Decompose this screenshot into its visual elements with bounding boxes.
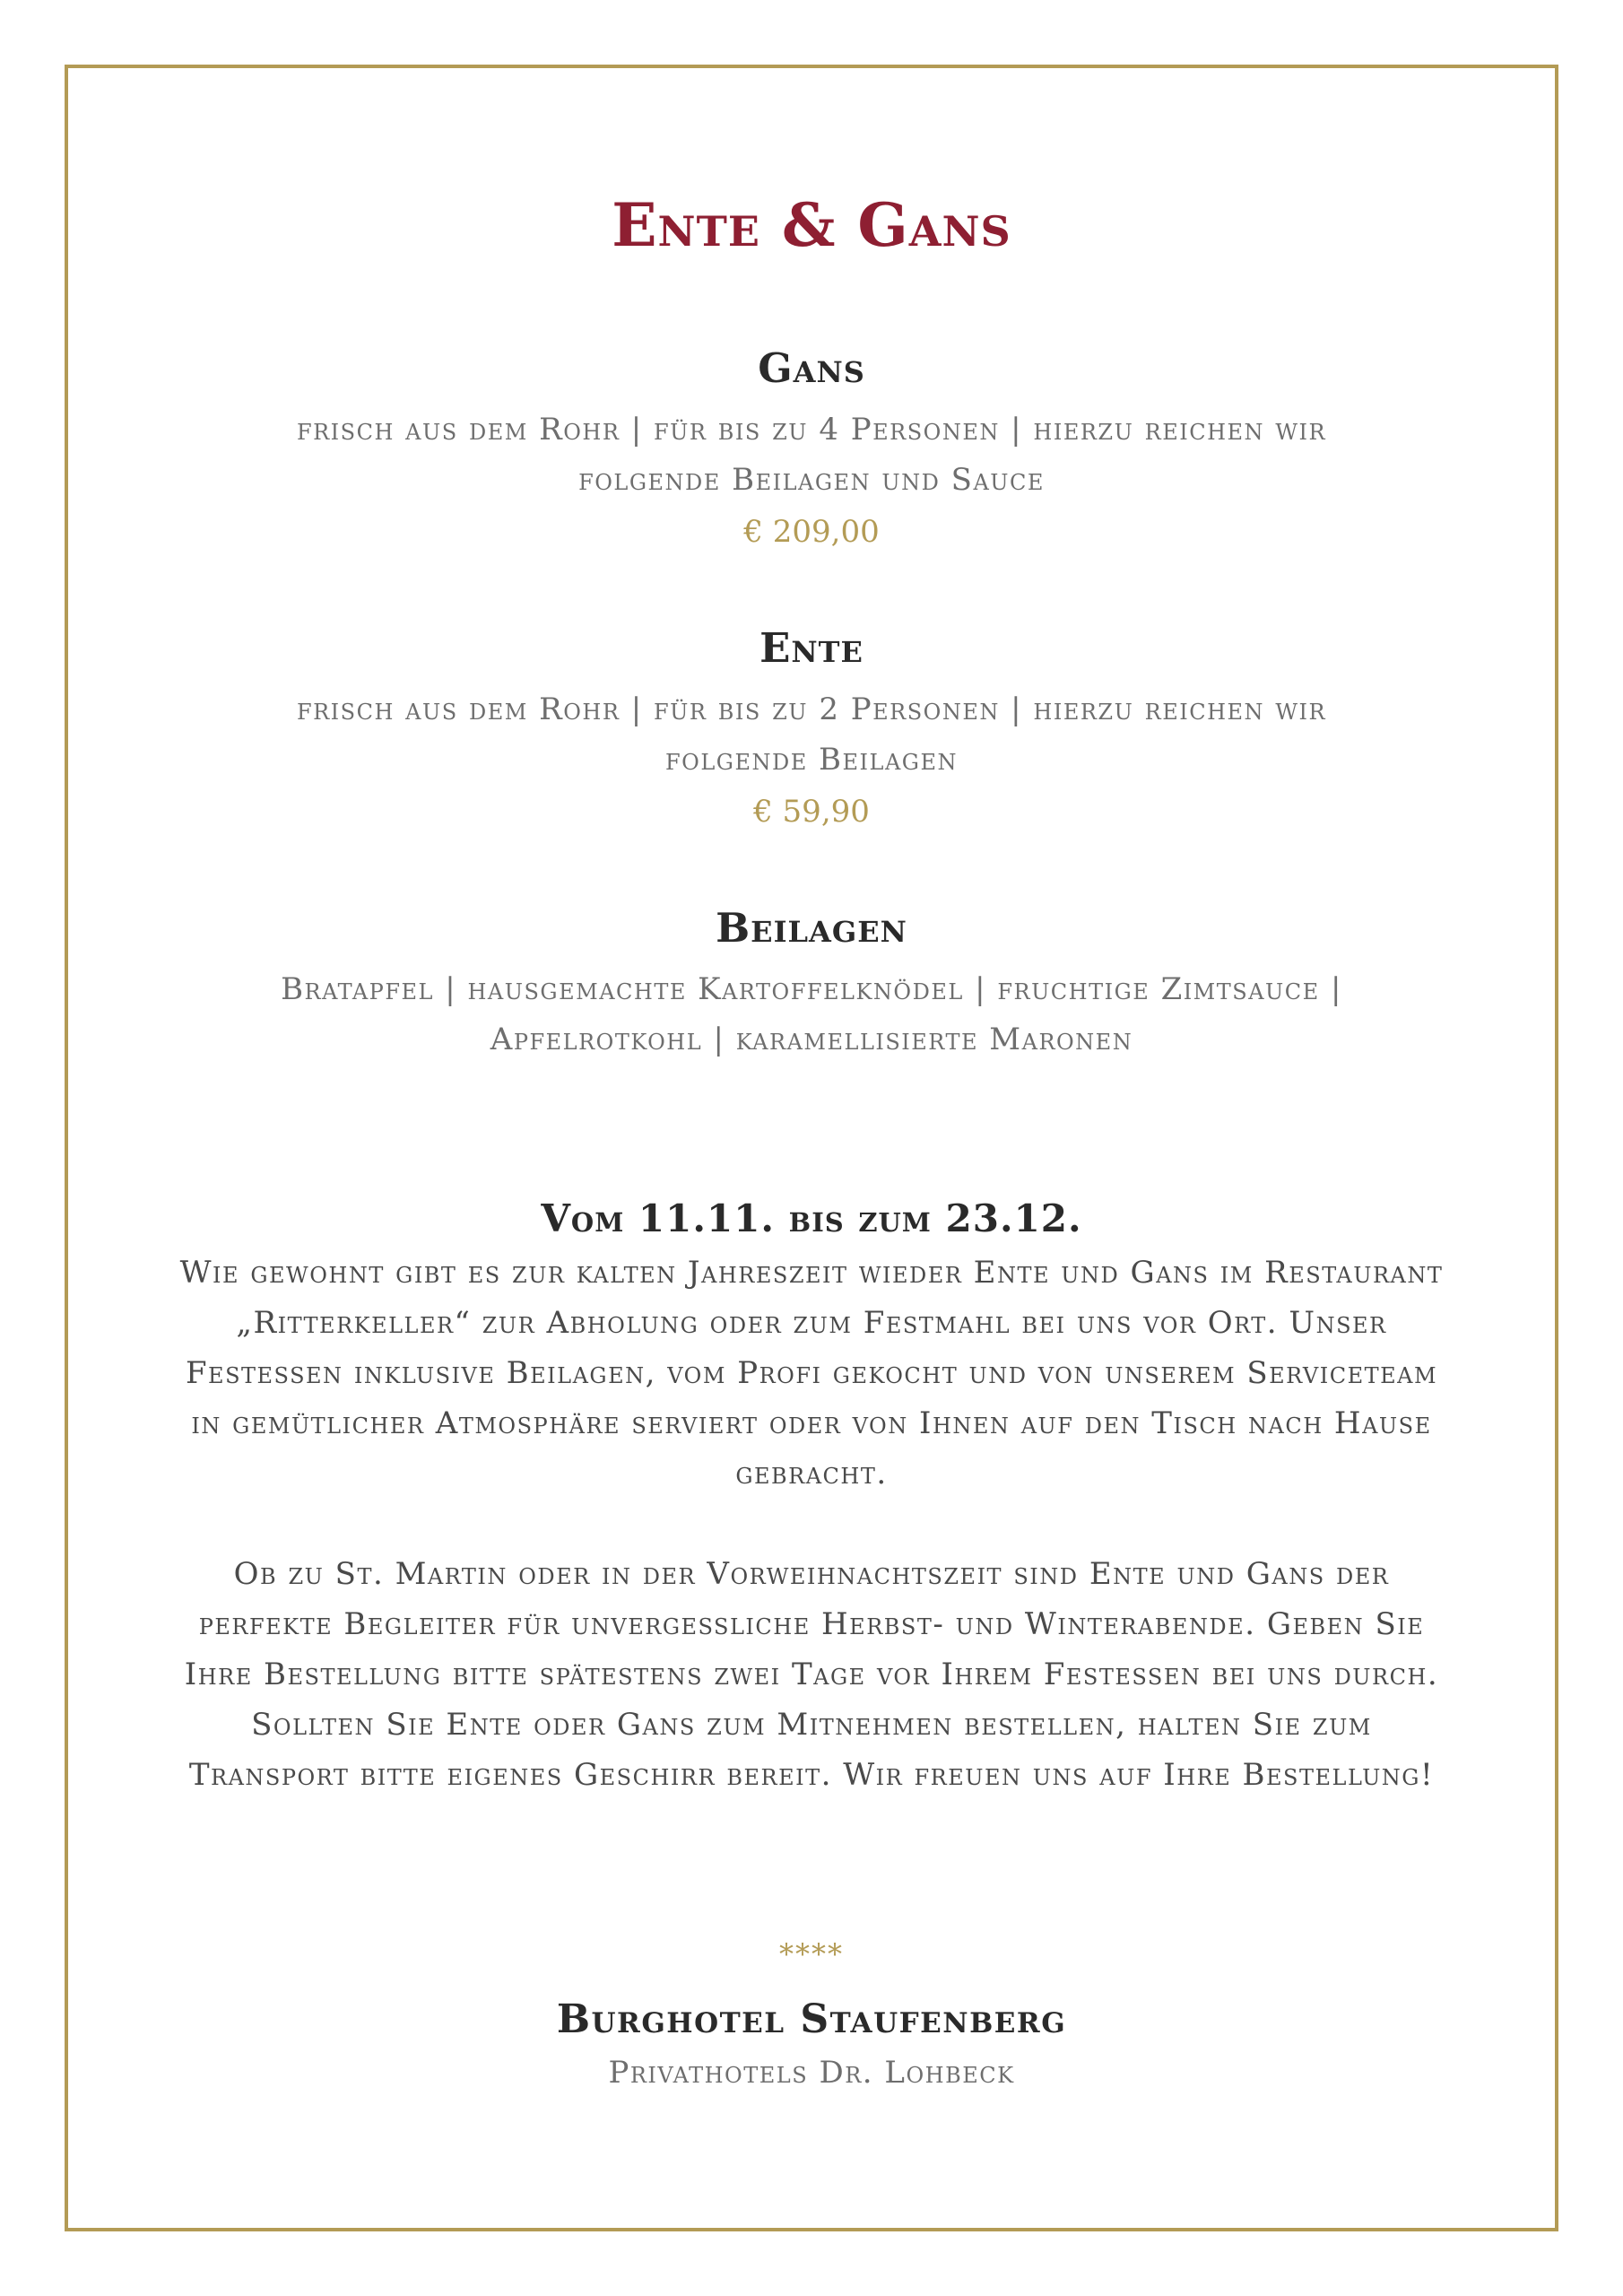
menu-item-price: € 59,90 <box>753 794 870 830</box>
hotel-name: Burghotel Staufenberg <box>556 1996 1067 2042</box>
menu-item-ente <box>65 624 1558 837</box>
menu-sides <box>65 904 1558 1065</box>
menu-item-description: frisch aus dem Rohr | für bis zu 2 Personen | hierzu reichen wir folgende Beilagen <box>296 691 1327 778</box>
info-paragraph-2: Ob zu St. Martin oder in der Vorweihnachtszeit sind Ente und Gans der perfekte Begleiter für unvergessliche Herbst- und Winterabende. Geben Sie Ihre Bestellung bitte spätestens zwei Tage vor Ihrem Festessen bei uns durch. Sollten Sie Ente oder Gans zum Mitnehmen bestellen, halten Sie zum Transport bitte eigenes Geschirr bereit. Wir freuen uns auf Ihre Bestellung! <box>184 1556 1439 1793</box>
sides-description: Bratapfel | hausgemachte Kartoffelknödel | fruchtige Zimtsauce | Apfelrotkohl | karamellisierte Maronen <box>281 971 1342 1057</box>
sides-heading: Beilagen <box>716 904 907 952</box>
info-section <box>65 1196 1558 1800</box>
info-heading: Vom 11.11. bis zum 23.12. <box>541 1196 1082 1240</box>
menu-item-gans <box>65 344 1558 557</box>
hotel-subtitle: Privathotels Dr. Lohbeck <box>608 2055 1015 2091</box>
menu-item-description: frisch aus dem Rohr | für bis zu 4 Personen | hierzu reichen wir folgende Beilagen und Sauce <box>296 412 1327 498</box>
menu-item-name: Gans <box>758 344 865 392</box>
stars-divider: **** <box>779 1937 844 1971</box>
menu-item-price: € 209,00 <box>743 514 880 550</box>
info-paragraph-1: Wie gewohnt gibt es zur kalten Jahreszeit wieder Ente und Gans im Restaurant „Ritterkeller“ zur Abholung oder zum Festmahl bei uns vor Ort. Unser Festessen inklusive Beilagen, vom Profi gekocht und von unserem Serviceteam in gemütlicher Atmosphäre serviert oder von Ihnen auf den Tisch nach Hause gebracht. <box>179 1255 1444 1492</box>
footer <box>65 1937 1558 2091</box>
page-title: Ente & Gans <box>612 190 1011 260</box>
menu-item-name: Ente <box>759 624 864 672</box>
